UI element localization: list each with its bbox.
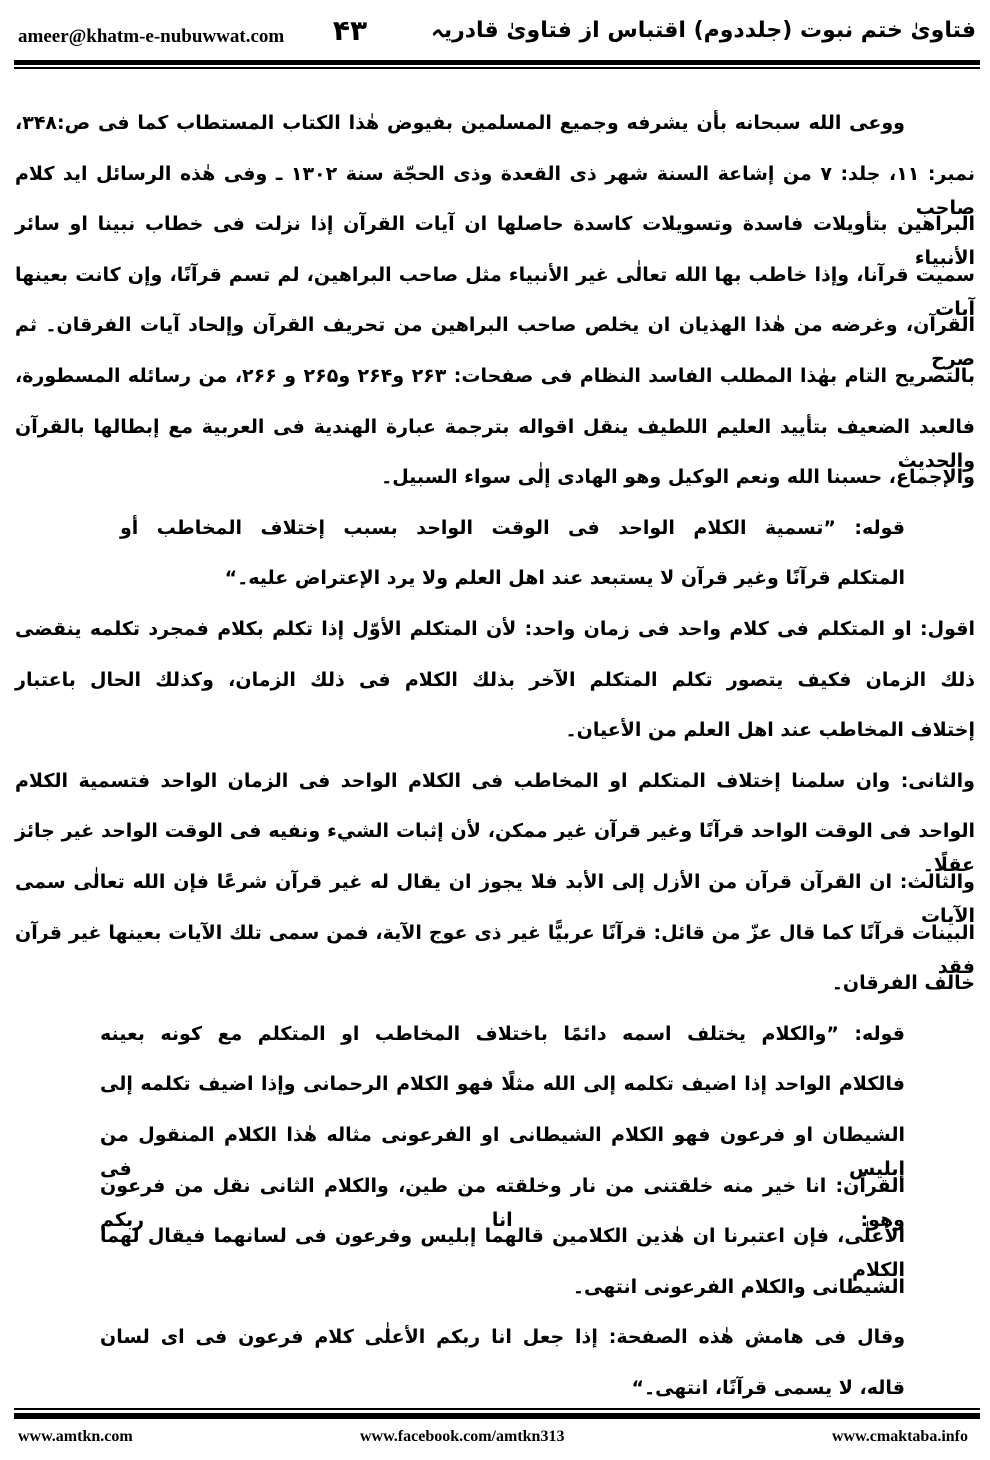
text-line: المتكلم قرآنًا وغير قرآن لا يستبعد عند اهل العلم ولا يرد الإعتراض عليه۔“ bbox=[224, 567, 905, 590]
text-line: الشيطان او فرعون فهو الكلام الشيطانى او الفرعونى مثاله هٰذا الكلام المنقول من إبليس فى bbox=[100, 1124, 905, 1180]
book-title: فتاویٰ ختم نبوت (جلددوم) اقتباس از فتاویٰ قادریہ bbox=[430, 18, 976, 43]
text-line: اقول: او المتكلم فى كلام واحد فى زمان واحد: لأن المتكلم الأوّل إذا تكلم بكلام فمجرد تكلمه ينقضى bbox=[15, 618, 975, 640]
text-line: سميت قرآنا، وإذا خاطب بها الله تعالٰى غير الأنبياء مثل صاحب البراهين، لم تسم قرآنًا، وإن كانت بعينها آيات bbox=[15, 263, 975, 320]
header-rule-thick bbox=[14, 60, 980, 65]
text-line: القرآن، وغرضه من هٰذا الهذيان ان يخلص صاحب البراهين من تحريف القرآن وإلحاد آيات الفرقان۔ ثم صرح bbox=[15, 314, 975, 371]
text-line: البراهين بتأويلات فاسدة وتسويلات كاسدة حاصلها ان آيات القرآن إذا نزلت فى خطاب نبينا او سائر الأنبياء bbox=[15, 213, 975, 270]
text-line: القرآن: انا خير منه خلقتنى من نار وخلقته من طين، والكلام الثانى نقل من فرعون وهو: انا ربكم bbox=[100, 1174, 905, 1231]
footer-link-amtkn[interactable]: www.amtkn.com bbox=[18, 1428, 133, 1445]
text-line: البينات قرآنًا كما قال عزّ من قائل: قرآنًا عربيًّا غير ذى عوج الآية، فمن سمى تلك الآيات بعينها غير قرآن فقد bbox=[15, 921, 975, 978]
text-line: والإجماع، حسبنا الله ونعم الوكيل وهو الهادى إلٰى سواء السبيل۔ bbox=[381, 466, 975, 489]
header-email: ameer@khatm-e-nubuwwat.com bbox=[18, 26, 285, 47]
text-line: وقال فى هامش هٰذه الصفحة: إذا جعل انا ربكم الأعلٰى كلام فرعون فى اى لسان bbox=[100, 1326, 905, 1349]
text-line: والثانى: وان سلمنا إختلاف المتكلم او المخاطب فى الكلام الواحد فى الزمان الواحد فتسمية الكلام bbox=[15, 769, 975, 792]
header-rule-thin bbox=[14, 67, 980, 69]
page-number: ۴۳ bbox=[332, 14, 368, 47]
text-line: إختلاف المخاطب عند اهل العلم من الأعيان۔ bbox=[565, 719, 975, 742]
text-line: فالعبد الضعيف بتأييد العليم اللطيف ينقل اقواله بترجمة عبارة الهندية فى العربية مع إبطالها بالقرآن والحديث bbox=[15, 415, 975, 472]
footer-link-facebook[interactable]: www.facebook.com/amtkn313 bbox=[360, 1428, 565, 1445]
footer-rule-thick bbox=[14, 1413, 980, 1419]
text-line: فالكلام الواحد إذا اضيف تكلمه إلى الله مثلًا فهو الكلام الرحمانى وإذا اضيف تكلمه إلى bbox=[100, 1073, 905, 1096]
footer-rule-thin bbox=[14, 1408, 980, 1410]
text-line: قوله: ”والكلام يختلف اسمه دائمًا باختلاف المخاطب او المتكلم مع كونه بعينه bbox=[100, 1022, 905, 1045]
text-line: والثالث: ان القرآن قرآن من الأزل إلى الأبد فلا يجوز ان يقال له غير قرآن شرعًا فإن الله تعالٰى سمى الآيات bbox=[15, 871, 975, 927]
text-line: بالتصريح التام بهٰذا المطلب الفاسد النظام فى صفحات: ۲۶۳ و۲۶۴ و۲۶۵ و ۲۶۶، من رسائله المسطورة، bbox=[15, 365, 975, 387]
footer-link-cmaktaba[interactable]: www.cmaktaba.info bbox=[831, 1428, 968, 1445]
text-line: ذلك الزمان فكيف يتصور تكلم المتكلم الآخر بذلك الكلام فى ذلك الزمان، وكذلك الحال باعتبار bbox=[15, 668, 975, 691]
text-line: خالف الفرقان۔ bbox=[831, 972, 975, 995]
text-line: الأعلٰى، فإن اعتبرنا ان هٰذين الكلامين قالهما إبليس وفرعون فى لسانهما فيقال لهما الكلام bbox=[100, 1225, 905, 1282]
text-line: قوله: ”تسمية الكلام الواحد فى الوقت الواحد بسبب إختلاف المخاطب أو bbox=[120, 516, 905, 539]
text-line: ووعى الله سبحانه بأن يشرفه وجميع المسلمين بفيوض هٰذا الكتاب المستطاب كما فى ص:۳۴۸، bbox=[15, 112, 905, 134]
text-line: الشيطانى والكلام الفرعونى انتهى۔ bbox=[572, 1275, 905, 1298]
text-line: الواحد فى الوقت الواحد قرآنًا وغير قرآن غير ممكن، لأن إثبات الشيء ونفيه فى الوقت الواحد غير جائز عقلًا۔ bbox=[15, 820, 975, 877]
text-line: قاله، لا يسمى قرآنًا، انتهى۔“ bbox=[631, 1377, 905, 1399]
text-line: نمبر: ۱۱، جلد: ۷ من إشاعة السنة شهر ذى القعدة وذى الحجّة سنة ۱۳۰۲ ـ وفى هٰذه الرسائل ايد كلام صاحب bbox=[15, 162, 975, 219]
